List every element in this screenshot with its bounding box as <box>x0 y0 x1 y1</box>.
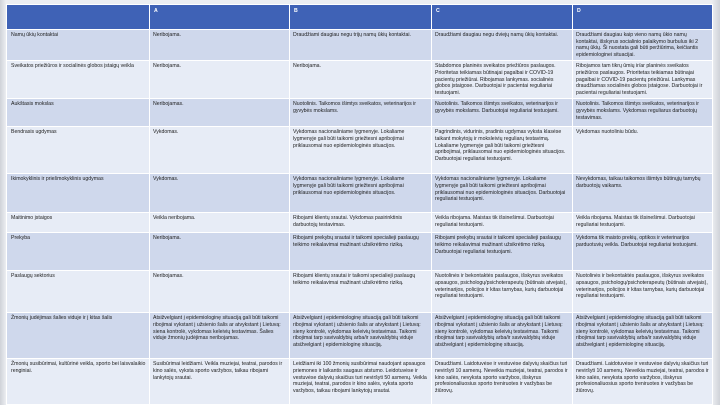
table-cell: Vykdomas. <box>150 174 290 213</box>
table-row <box>7 174 713 213</box>
table-cell: Veikla neribojama. <box>150 213 290 233</box>
row-label: Paslaugų sektorius <box>7 271 150 313</box>
table-cell: Neribojamas. <box>150 271 290 313</box>
header-cell-c: C <box>432 5 573 30</box>
table-row <box>7 233 713 271</box>
table-cell: Pagrindinis, vidurinis, pradinis ugdymas vyksta klasėse taikant mokytojų ir moksleivių reguliarų testavimą. Lokaliame lygmenyje gali būti taikomi griežtesni apribojimai, priklausomai nuo epidemiologinės situacijos. Darbuotojai reguliariai testuojami. <box>432 127 573 174</box>
table-cell: Draudžiami daugiau negu trijų namų ūkių kontaktai. <box>290 30 432 61</box>
header-cell-b: B <box>290 5 432 30</box>
table-cell: Neribojama. <box>290 61 432 99</box>
table-cell: Neribojama. <box>150 233 290 271</box>
table-cell: Ribojami prekybų srautai ir taikomi specialieji paslaugų teikimo reikalavimai mažinant užsikrėtimo riziką. <box>290 233 432 271</box>
table-cell: Atsižvelgiant į epidemiologinę situaciją gali būti taikomi ribojimai vykstant į užsienio šalis ar atvykstant į Lietuvą: sieny kontrolė, vykdomas keleivių testavimas. Taikomi ribojimai tarp savivaldybių arba/ir savivaldybių viduje atsižvelgiant į epidemiologinę situaciją. <box>573 313 713 359</box>
table-cell: Vykdomas nacionaliniame lygmenyje. Lokaliame lygmenyje gali būti taikomi griežtesni apribojimai priklausomai nuo epidemiologinės situacijos. <box>290 127 432 174</box>
table-cell: Neribojama. <box>150 61 290 99</box>
table-cell: Atsižvelgiant į epidemiologinę situaciją gali būti taikomi ribojimai vykstant į užsienio šalis ar atvykstant į Lietuvą: sieny kontrolė, vykdomas keleivių testavimas. Taikomi ribojimai tarp savivaldybių arba/ir savivaldybių viduje atsižvelgiant į epidemiologinę situaciją. <box>432 313 573 359</box>
row-label: Namų ūkių kontaktai <box>7 30 150 61</box>
table-cell: Neribojamas. <box>150 99 290 127</box>
table-row <box>7 213 713 233</box>
table-cell: Susibūrimai leidžiami. Veikla muziejai, teatrai, parodos ir kino salės, vyksta sporto varžybos, taikau ribojami lankytojų srautai. <box>150 359 290 405</box>
table-cell: Ribojami klientų srautai. Vykdomas pasirinktinis darbuotojų testavimas. <box>290 213 432 233</box>
table-cell: Vykdomas nacionaliniame lygmenyje. Lokaliame lygmenyje gali būti taikomi griežtesni apribojimai priklausomai nuo epidemiologinės situacijos. <box>290 174 432 213</box>
table-cell: Nuotolinės ir bekontaktės paslaugos, išskyrus sveikatos apsaugos, psichologų/psichoterapeutų (būtinais atvejais), veterinarijos, policijos ir kitas tarnybas, kurių darbuotojai reguliariai testuojami. <box>432 271 573 313</box>
table-row <box>7 127 713 174</box>
table-cell: Stabdomos planinės sveikatos priežiūros paslaugos. Prioritetas teikiamas būtinajai pagalbai ir COVID-19 pacientų priežiūrai. Ribojamas lankymas. socialinės globos įstaigose. Darbuotojai ir pacientai reguliariai testuojami. <box>432 61 573 99</box>
table-header-row <box>7 5 713 30</box>
table-cell: Nuotolinis. Taikomos išimtys sveikatos, veterinarijos ir gyvybės mokslams. Darbuotojai reguliariai testuojami. <box>432 99 573 127</box>
table-cell: Draudžiami. Laidotuvėse ir vestuvėse dalyvių skaičius turi neviršyti 10 asmenų. Neveikia muziejai, teatrai, parodos ir kino salės, nevyksta sporto varžybos, išskyrus profesionaliuosius sporto treniruotes ir varžybas be žiūrovų. <box>573 359 713 405</box>
table-cell: Draudžiami. Laidotuvėse ir vestuvėse dalyvių skaičius turi neviršyti 10 asmenų. Neveikia muziejai, teatrai, parodos ir kino salės, nevyksta sporto varžybos, išskyrus profesionaliuosius sporto treniruotes ir varžybas be žiūrovų. <box>432 359 573 405</box>
header-cell-d: D <box>573 5 713 30</box>
table-cell: Neribojama. <box>150 30 290 61</box>
row-label: Žmonių judėjimas šalies viduje ir į kitas šalis <box>7 313 150 359</box>
table-row <box>7 99 713 127</box>
table-cell: Vykdomas nuotoliniu būdu. <box>573 127 713 174</box>
row-label: Žmonių susibūrimai, kultūrinė veikla, sporto bei laisvalaikio renginiai. <box>7 359 150 405</box>
row-label: Prekyba <box>7 233 150 271</box>
table-cell: Ribojamos tam tikrų ūmių ir/ar planinės sveikatos priežiūros paslaugos. Prioritetas teikiamas būtinajai pagalbai ir COVID-19 pacientų priežiūrai. Lankymas draudžiamas socialinės globos įstaigose. Darbuotojai ir pacientai reguliariai testuojami. <box>573 61 713 99</box>
table-cell: Ribojami prekybų srautai ir taikomi specialieji paslaugų teikimo reikalavimai mažinant užsikrėtimo riziką. Darbuotojai reguliariai testuojami. <box>432 233 573 271</box>
table-cell: Veikla ribojama. Maistas tik išsinešimui. Darbuotojai reguliariai testuojami. <box>432 213 573 233</box>
table-cell: Nuotolinis. Taikomos išimtys sveikatos, veterinarijos ir gyvybės mokslams. Vykdomas reguliarus darbuotojų testavimas. <box>573 99 713 127</box>
table-cell: Vykdoma tik maisto prekių, optikos ir veterinarijos parduotuvių veikla. Darbuotojai reguliariai testuojami. <box>573 233 713 271</box>
header-cell-a: A <box>150 5 290 30</box>
table-row <box>7 61 713 99</box>
row-label: Sveikatos priežiūros ir socialinės globos įstaigų veikla <box>7 61 150 99</box>
table-cell: Veikla ribojama. Maistas tik išsinešimui. Darbuotojai reguliariai testuojami. <box>573 213 713 233</box>
table-row <box>7 30 713 61</box>
table-cell: Leidžiami iki 100 žmonių susibūrimai naudojant apsaugos priemones ir laikantis saugaus atstumo. Leidotuvėse ir vestuvėse dalyvių skaičius turi neviršyti 50 asmenų. Veikla muziejai, teatrai, parodos ir kino salės, vyksta sporto varžybos, taikau ribojami lankytojų srautai. <box>290 359 432 405</box>
row-label: Ikimokyklinis ir priešmokyklinis ugdymas <box>7 174 150 213</box>
restrictions-table <box>6 4 713 405</box>
table-cell: Nuotolinės ir bekontaktės paslaugos, išskyrus sveikatos apsaugos, psichologų/psichoterapeutų (būtinais atvejais), veterinarijos, policijos ir kitas tarnybas, kurių darbuotojai reguliariai testuojami. <box>573 271 713 313</box>
header-cell-empty <box>7 5 150 30</box>
table-cell: Atsižvelgiant į epidemiologinę situaciją gali būti taikomi ribojimai vykstant į užsienio šalis ar atvykstant į Lietuvą: siena kontrolė, vykdomas keleivių testavimas. Šalies viduje žmonių judėjimas neribojamas. <box>150 313 290 359</box>
table-cell: Atsižvelgiant į epidemiologinę situaciją gali būti taikomi ribojimai vykstant į užsienio šalis ar atvykstant į Lietuvą: sieny kontrolė, vykdomas keleivių testavimas. Taikomi ribojimai tarp savivaldybių arba/ir savivaldybių viduje atsižvelgiant į epidemiologinę situaciją. <box>290 313 432 359</box>
table-cell: Draudžiami daugiau kaip vieno namų ūkio namų kontaktai, išskyrus socialinio palaikymo burbulus iki 2 namų ūkių. Ši nuostata gali būti peržiūrima, keičiantis epidemiologinei situacijai. <box>573 30 713 61</box>
row-label: Bendrasis ugdymas <box>7 127 150 174</box>
table-cell: Ribojami klientų srautai ir taikomi specialieji paslaugų teikimo reikalavimai mažinant užsikrėtimo riziką. <box>290 271 432 313</box>
table-row <box>7 271 713 313</box>
table-row <box>7 359 713 405</box>
table-cell: Draudžiami daugiau negu dviejų namų ūkių kontaktai. <box>432 30 573 61</box>
table-cell: Nevykdomas, taikau taikomos išimtys būtinųjų tarnybų darbuotojų vaikams. <box>573 174 713 213</box>
table-cell: Vykdomas. <box>150 127 290 174</box>
table-cell: Vykdomas nacionaliniame lygmenyje. Lokaliame lygmenyje gali būti taikomi griežtesni apribojimai priklausomai nuo epidemiologinės situacijos. Darbuotojai reguliariai testuojami. <box>432 174 573 213</box>
row-label: Maitinimo įstaigos <box>7 213 150 233</box>
table-row <box>7 313 713 359</box>
table-cell: Nuotolinis. Taikomos išimtys sveikatos, veterinarijos ir gyvybės mokslams. <box>290 99 432 127</box>
row-label: Aukštasis mokslas <box>7 99 150 127</box>
